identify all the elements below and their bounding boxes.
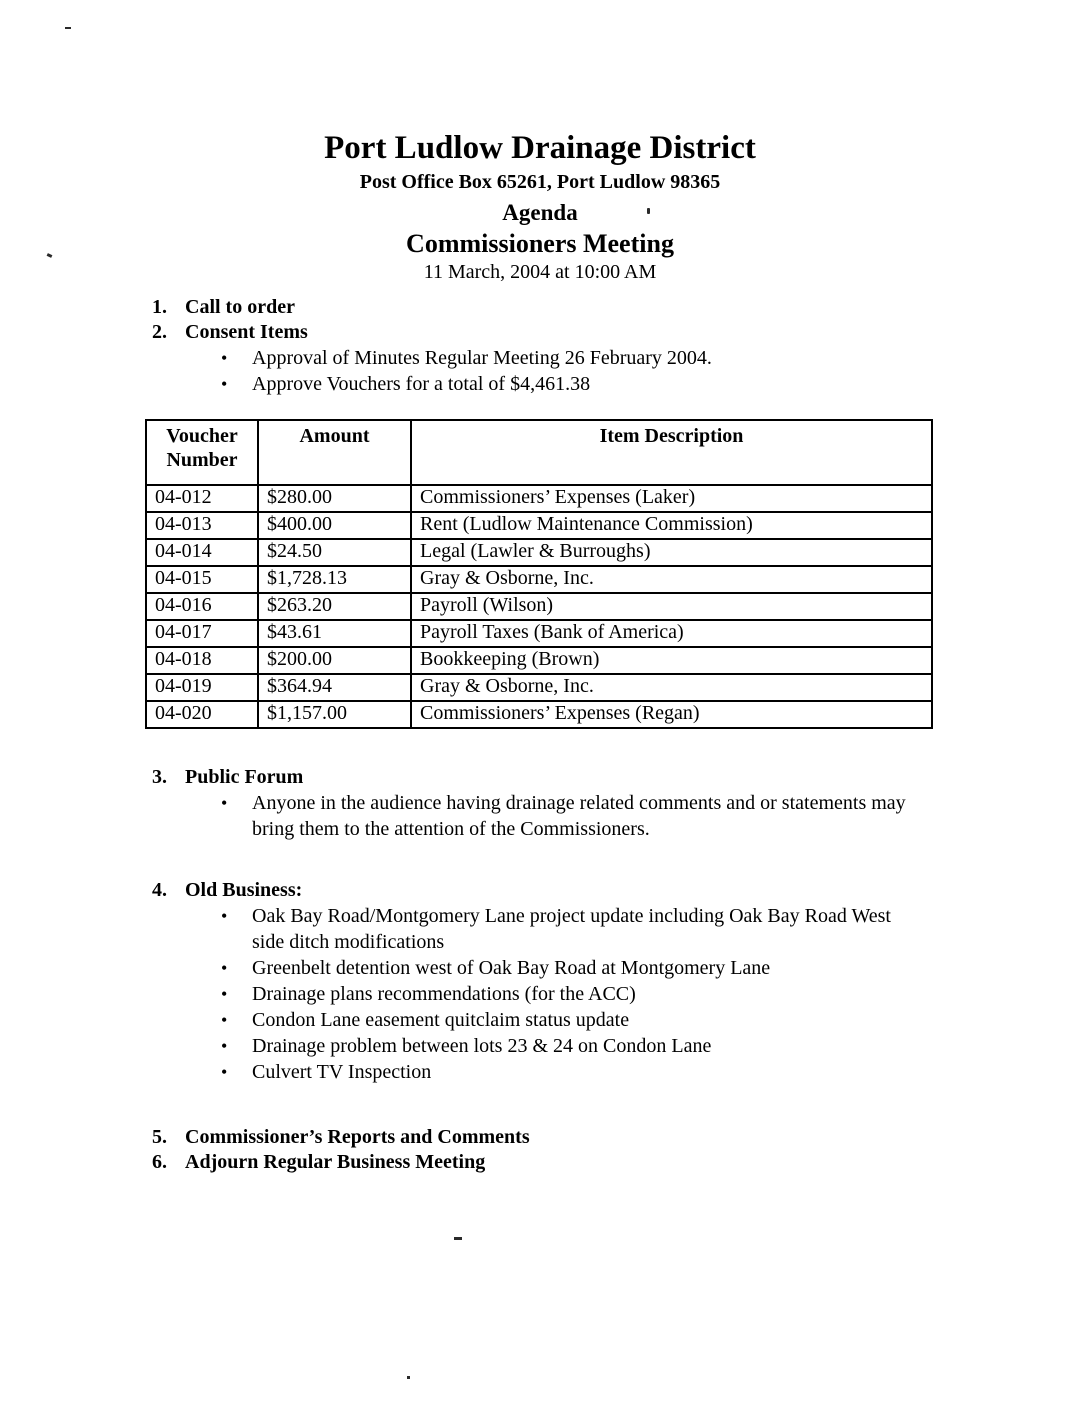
voucher-table-header-row <box>146 420 932 485</box>
spacer <box>0 842 1080 878</box>
voucher-number-cell: 04-012 <box>146 485 258 512</box>
col-header-item-description: Item Description <box>411 420 932 485</box>
agenda-item-public-forum <box>0 765 1080 790</box>
bullet-icon: • <box>221 984 228 1004</box>
bullet-text: Oak Bay Road/Montgomery Lane project update including Oak Bay Road West side ditch modifications <box>252 905 891 953</box>
item-description-cell: Gray & Osborne, Inc. <box>411 566 932 593</box>
agenda-item-old-business <box>0 878 1080 903</box>
item-description-cell: Commissioners’ Expenses (Regan) <box>411 701 932 728</box>
item-title: Public Forum <box>185 766 304 788</box>
agenda-item-consent-items <box>0 320 1080 345</box>
item-number: 6. <box>152 1151 167 1173</box>
bullet-text: Condon Lane easement quitclaim status update <box>252 1009 630 1031</box>
voucher-number-cell: 04-016 <box>146 593 258 620</box>
voucher-number-cell: 04-020 <box>146 701 258 728</box>
voucher-number-cell: 04-017 <box>146 620 258 647</box>
spacer <box>0 1085 1080 1125</box>
bullet-culvert-tv-inspection <box>0 1059 1080 1085</box>
bullet-icon: • <box>221 1062 228 1082</box>
agenda-item-commissioner-reports <box>0 1125 1080 1150</box>
bullet-drainage-plans <box>0 981 1080 1007</box>
item-description-cell: Payroll (Wilson) <box>411 593 932 620</box>
bullet-greenbelt-detention <box>0 955 1080 981</box>
item-title: Call to order <box>185 296 295 318</box>
org-address: Post Office Box 65261, Port Ludlow 98365 <box>359 171 721 193</box>
scan-speck <box>407 1376 410 1379</box>
table-row <box>146 512 932 539</box>
amount-cell: $280.00 <box>258 485 411 512</box>
col-header-amount: Amount <box>258 420 411 485</box>
item-number: 3. <box>152 766 167 788</box>
amount-cell: $24.50 <box>258 539 411 566</box>
voucher-number-cell: 04-014 <box>146 539 258 566</box>
bullet-approve-vouchers <box>0 371 1080 397</box>
bullet-public-forum-note <box>0 790 1080 842</box>
amount-cell: $364.94 <box>258 674 411 701</box>
voucher-number-cell: 04-013 <box>146 512 258 539</box>
bullet-drainage-problem-lots <box>0 1033 1080 1059</box>
document-header <box>0 0 1080 283</box>
item-description-cell: Commissioners’ Expenses (Laker) <box>411 485 932 512</box>
table-row <box>146 647 932 674</box>
bullet-icon: • <box>221 1036 228 1056</box>
bullet-approval-minutes <box>0 345 1080 371</box>
bullet-text: Greenbelt detention west of Oak Bay Road at Montgomery Lane <box>252 957 771 979</box>
item-description-cell: Payroll Taxes (Bank of America) <box>411 620 932 647</box>
table-row <box>146 674 932 701</box>
bullet-condon-lane-easement <box>0 1007 1080 1033</box>
bullet-text: Drainage problem between lots 23 & 24 on Condon Lane <box>252 1035 712 1057</box>
col-header-voucher-number: Voucher Number <box>146 420 258 485</box>
table-row <box>146 566 932 593</box>
spacer <box>0 729 1080 765</box>
voucher-number-cell: 04-018 <box>146 647 258 674</box>
item-description-cell: Legal (Lawler & Burroughs) <box>411 539 932 566</box>
item-description-cell: Bookkeeping (Brown) <box>411 647 932 674</box>
table-row <box>146 539 932 566</box>
voucher-number-cell: 04-019 <box>146 674 258 701</box>
scan-speck <box>65 27 71 29</box>
scan-speck <box>647 208 650 214</box>
org-name-title: Port Ludlow Drainage District <box>324 130 756 166</box>
bullet-icon: • <box>221 374 228 394</box>
item-number: 2. <box>152 321 167 343</box>
amount-cell: $1,728.13 <box>258 566 411 593</box>
amount-cell: $400.00 <box>258 512 411 539</box>
item-number: 4. <box>152 879 167 901</box>
meeting-datetime: 11 March, 2004 at 10:00 AM <box>423 261 657 283</box>
scan-speck <box>454 1237 462 1240</box>
bullet-icon: • <box>221 1010 228 1030</box>
bullet-text: Approval of Minutes Regular Meeting 26 February 2004. <box>252 347 712 369</box>
meeting-title: Commissioners Meeting <box>406 229 674 258</box>
item-description-cell: Gray & Osborne, Inc. <box>411 674 932 701</box>
voucher-table <box>145 419 933 729</box>
item-number: 1. <box>152 296 167 318</box>
bullet-text: Anyone in the audience having drainage related comments and or statements may bring them to the attention of the Commissioners. <box>252 792 906 840</box>
agenda-list <box>0 295 1080 1175</box>
voucher-number-cell: 04-015 <box>146 566 258 593</box>
table-row <box>146 620 932 647</box>
agenda-item-call-to-order <box>0 295 1080 320</box>
table-row <box>146 701 932 728</box>
bullet-text: Approve Vouchers for a total of $4,461.38 <box>252 373 591 395</box>
bullet-icon: • <box>221 348 228 368</box>
item-title: Commissioner’s Reports and Comments <box>185 1126 530 1148</box>
amount-cell: $43.61 <box>258 620 411 647</box>
table-row <box>146 485 932 512</box>
amount-cell: $200.00 <box>258 647 411 674</box>
agenda-item-adjourn <box>0 1150 1080 1175</box>
bullet-oak-bay-road-update <box>0 903 1080 955</box>
bullet-icon: • <box>221 793 228 813</box>
bullet-text: Culvert TV Inspection <box>252 1061 432 1083</box>
bullet-text: Drainage plans recommendations (for the ACC) <box>252 983 636 1005</box>
item-title: Consent Items <box>185 321 308 343</box>
item-description-cell: Rent (Ludlow Maintenance Commission) <box>411 512 932 539</box>
item-title: Adjourn Regular Business Meeting <box>185 1151 486 1173</box>
item-title: Old Business: <box>185 879 303 901</box>
item-number: 5. <box>152 1126 167 1148</box>
bullet-icon: • <box>221 958 228 978</box>
table-row <box>146 593 932 620</box>
amount-cell: $1,157.00 <box>258 701 411 728</box>
amount-cell: $263.20 <box>258 593 411 620</box>
bullet-icon: • <box>221 906 228 926</box>
doc-title: Agenda <box>502 200 578 225</box>
